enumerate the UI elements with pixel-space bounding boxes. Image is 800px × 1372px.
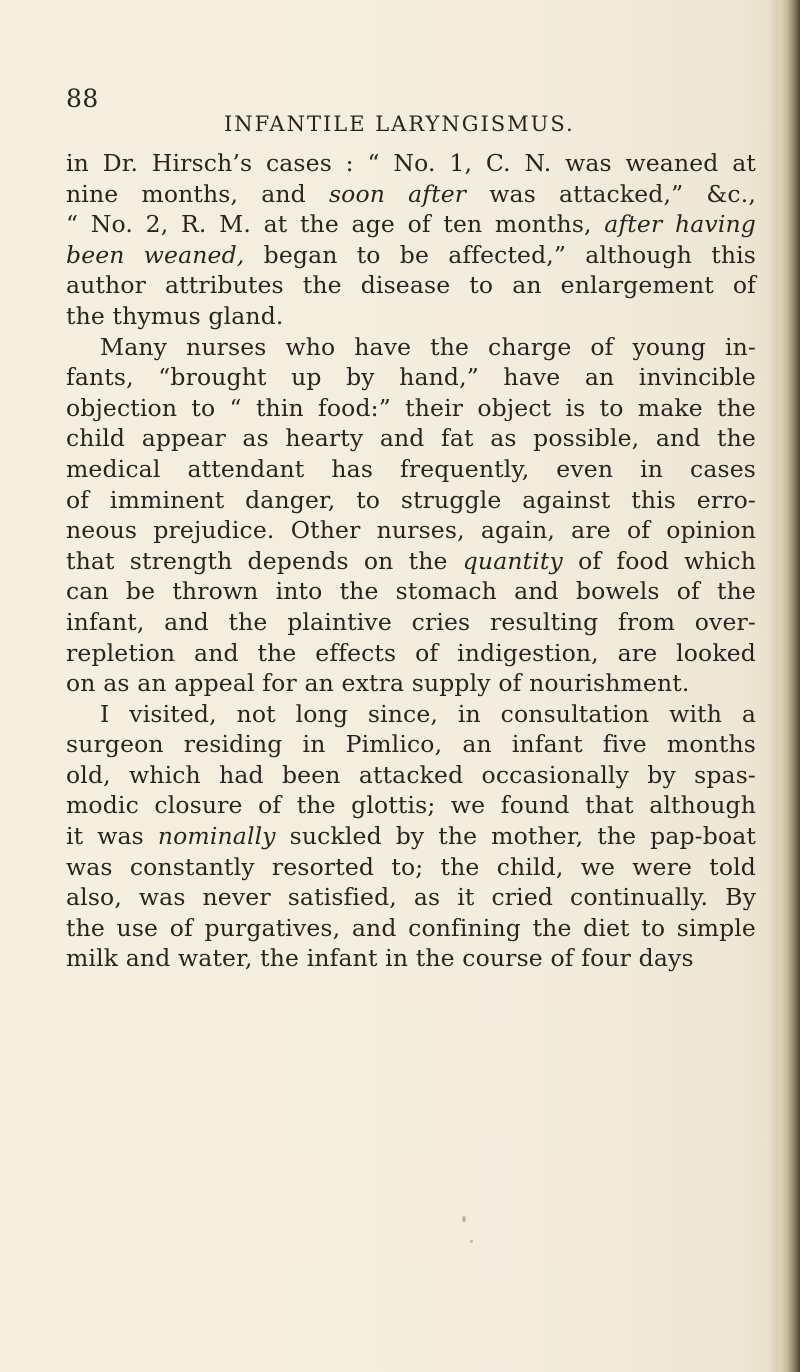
text-line: was constantly resorted to; the child, we were told — [66, 852, 756, 881]
text-line: on as an appeal for an extra supply of nourishment. — [66, 669, 690, 698]
text-line: the use of purgatives, and confining the diet to simple — [66, 913, 756, 942]
text-line: objection to “ thin food:” their object is to make the — [66, 393, 756, 422]
text-line: can be thrown into the stomach and bowels of the — [66, 577, 756, 606]
body-text — [66, 148, 756, 974]
page-number: 88 — [66, 84, 99, 113]
text-line: author attributes the disease to an enlargement of — [66, 271, 756, 300]
text-line: fants, “brought up by hand,” have an invincible — [66, 363, 756, 392]
text-line: it was nominally suckled by the mother, the pap-boat — [66, 822, 757, 851]
page-edge — [778, 0, 800, 1372]
text-line: neous prejudice. Other nurses, again, are of opinion — [66, 516, 756, 545]
text-line: been weaned, began to be affected,” although this — [66, 240, 757, 269]
text-line: “ No. 2, R. M. at the age of ten months, after having — [66, 210, 756, 239]
running-head: INFANTILE LARYNGISMUS. — [224, 112, 575, 136]
text-line: I visited, not long since, in consultation with a — [100, 699, 756, 728]
text-line: surgeon residing in Pimlico, an infant five months — [66, 730, 756, 759]
page-gutter-shadow — [768, 0, 778, 1372]
text-line: in Dr. Hirsch’s cases : “ No. 1, C. N. was weaned at — [66, 149, 756, 177]
text-line: milk and water, the infant in the course of four days — [66, 944, 694, 973]
text-line: Many nurses who have the charge of young in- — [100, 332, 756, 361]
text-line: also, was never satisfied, as it cried continually. By — [66, 883, 756, 912]
text-line: infant, and the plaintive cries resulting from over- — [66, 607, 756, 636]
text-line: of imminent danger, to struggle against this erro- — [66, 485, 756, 514]
text-line: repletion and the effects of indigestion, are looked — [66, 638, 756, 667]
text-line: modic closure of the glottis; we found that although — [66, 791, 756, 820]
text-line: medical attendant has frequently, even in cases — [66, 454, 756, 483]
text-line: old, which had been attacked occasionally by spas- — [66, 760, 756, 789]
paper-speck — [462, 1216, 466, 1222]
text-line: child appear as hearty and fat as possible, and the — [66, 424, 756, 453]
text-line: that strength depends on the quantity of food which — [66, 546, 756, 575]
paper-speck — [470, 1240, 473, 1243]
text-line: nine months, and soon after was attacked,” &c., — [66, 179, 756, 208]
text-line: the thymus gland. — [66, 301, 284, 330]
